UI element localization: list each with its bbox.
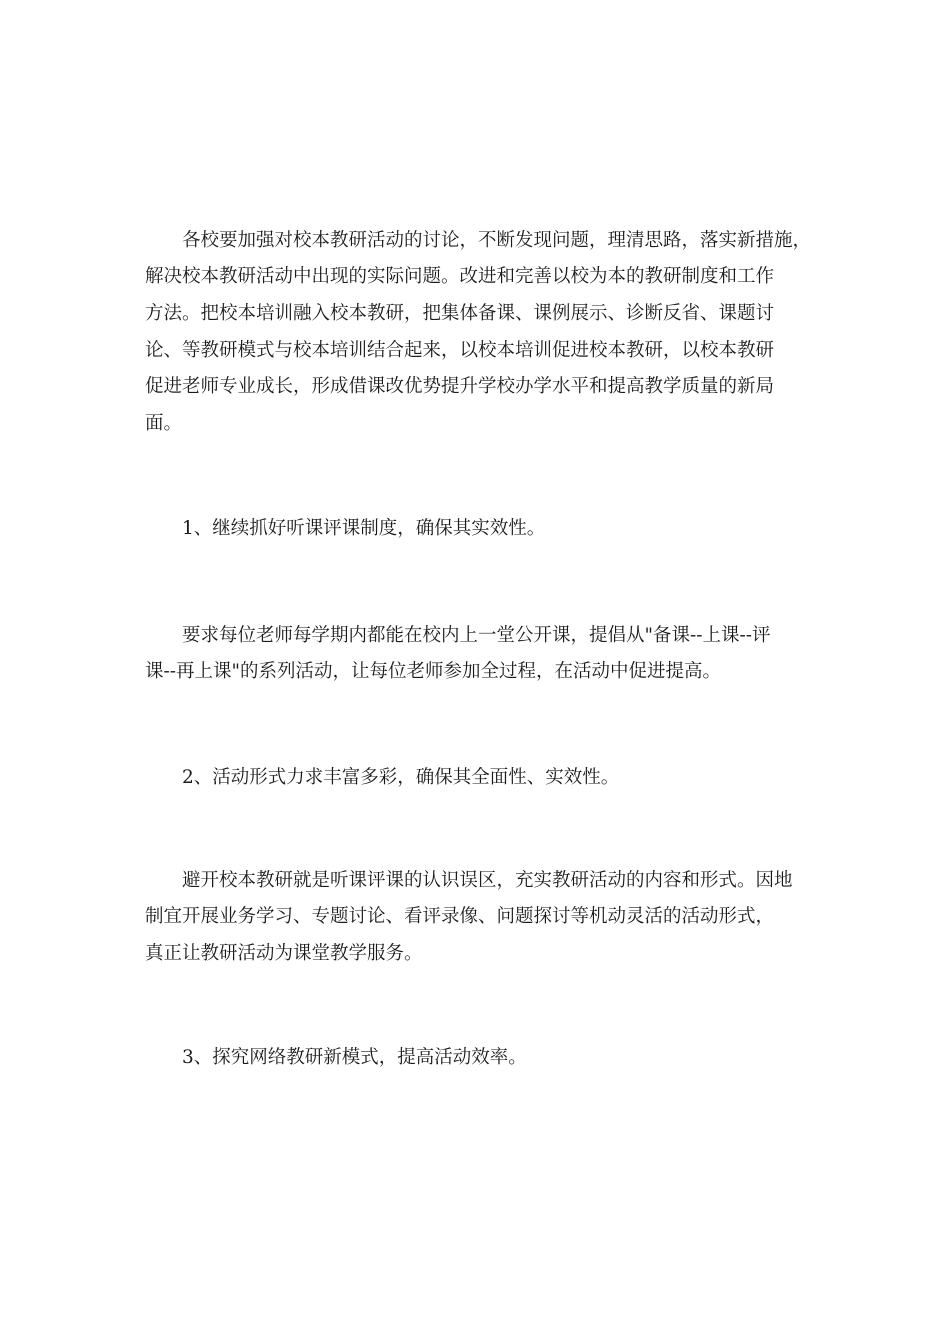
paragraph-1-line-3: 方法。把校本培训融入校本教研，把集体备课、课例展示、诊断反省、课题讨: [145, 303, 775, 324]
paragraph-3-line-3: 真正让教研活动为课堂教学服务。: [145, 943, 423, 964]
paragraph-2-line-2: 课--再上课"的系列活动，让每位老师参加全过程，在活动中促进提高。: [145, 661, 722, 682]
paragraph-1-line-6: 面。: [145, 413, 183, 434]
section-heading-2: 2、活动形式力求丰富多彩，确保其全面性、实效性。: [145, 767, 620, 788]
section-heading-1: 1、继续抓好听课评课制度，确保其实效性。: [145, 518, 546, 539]
paragraph-3-line-2: 制宜开展业务学习、专题讨论、看评录像、问题探讨等机动灵活的活动形式，: [145, 906, 775, 927]
paragraph-3-line-1: 避开校本教研就是听课评课的认识误区，充实教研活动的内容和形式。因地: [145, 870, 793, 891]
paragraph-1-line-2: 解决校本教研活动中出现的实际问题。改进和完善以校为本的教研制度和工作: [145, 266, 775, 287]
paragraph-1-line-4: 论、等教研模式与校本培训结合起来，以校本培训促进校本教研，以校本教研: [145, 340, 775, 361]
paragraph-1-line-5: 促进老师专业成长，形成借课改优势提升学校办学水平和提高教学质量的新局: [145, 376, 775, 397]
paragraph-1-line-1: 各校要加强对校本教研活动的讨论，不断发现问题，理清思路，落实新措施，: [145, 230, 812, 251]
paragraph-2-line-1: 要求每位老师每学期内都能在校内上一堂公开课，提倡从"备课--上课--评: [145, 625, 771, 646]
section-heading-3: 3、探究网络教研新模式，提高活动效率。: [145, 1047, 527, 1068]
